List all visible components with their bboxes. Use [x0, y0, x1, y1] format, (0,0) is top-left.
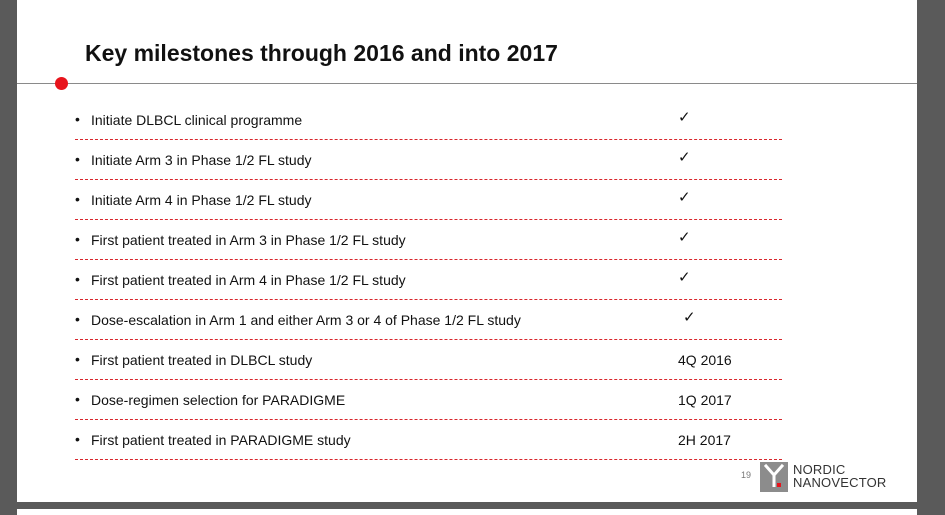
milestone-label: First patient treated in DLBCL study [91, 352, 313, 368]
milestone-label: Initiate DLBCL clinical programme [91, 112, 303, 128]
accent-dot [55, 77, 68, 90]
milestone-label: First patient treated in Arm 4 in Phase 1/2 FL study [91, 272, 406, 288]
bullet-icon: • [75, 111, 80, 127]
list-item [75, 260, 782, 300]
bullet-icon: • [75, 231, 80, 247]
checkmark-icon: ✓ [678, 189, 691, 206]
list-item [75, 100, 782, 140]
list-item [75, 380, 782, 420]
list-item [75, 340, 782, 380]
checkmark-icon: ✓ [678, 109, 691, 126]
bullet-icon: • [75, 391, 80, 407]
milestone-date: 2H 2017 [678, 432, 731, 448]
milestone-label: Initiate Arm 4 in Phase 1/2 FL study [91, 192, 312, 208]
logo-line-1: NORDIC [793, 462, 846, 477]
slide-title: Key milestones through 2016 and into 2017 [85, 40, 558, 66]
list-item [75, 300, 782, 340]
milestone-label: First patient treated in Arm 3 in Phase 1/2 FL study [91, 232, 406, 248]
milestone-label: First patient treated in PARADIGME study [91, 432, 351, 448]
logo-wordmark [793, 463, 887, 489]
milestone-label: Dose-escalation in Arm 1 and either Arm 3 or 4 of Phase 1/2 FL study [91, 312, 521, 328]
list-item [75, 220, 782, 260]
bullet-icon: • [75, 431, 80, 447]
bullet-icon: • [75, 311, 80, 327]
nordic-nanovector-logo-icon [760, 462, 788, 492]
list-item [75, 140, 782, 180]
checkmark-icon: ✓ [678, 269, 691, 286]
milestone-label: Initiate Arm 3 in Phase 1/2 FL study [91, 152, 312, 168]
page-number: 19 [741, 470, 752, 480]
bullet-icon: • [75, 191, 80, 207]
logo-line-2: NANOVECTOR [793, 475, 887, 490]
milestone-date: 4Q 2016 [678, 352, 732, 368]
bullet-icon: • [75, 271, 80, 287]
list-item [75, 180, 782, 220]
milestone-date: 1Q 2017 [678, 392, 732, 408]
list-item [75, 420, 782, 460]
checkmark-icon: ✓ [678, 149, 691, 166]
checkmark-icon: ✓ [683, 309, 696, 326]
milestone-label: Dose-regimen selection for PARADIGME [91, 392, 346, 408]
bullet-icon: • [75, 151, 80, 167]
next-slide-edge [17, 509, 917, 515]
milestone-list [75, 100, 782, 460]
title-rule [17, 83, 917, 84]
checkmark-icon: ✓ [678, 229, 691, 246]
slide [17, 0, 917, 502]
bullet-icon: • [75, 351, 80, 367]
